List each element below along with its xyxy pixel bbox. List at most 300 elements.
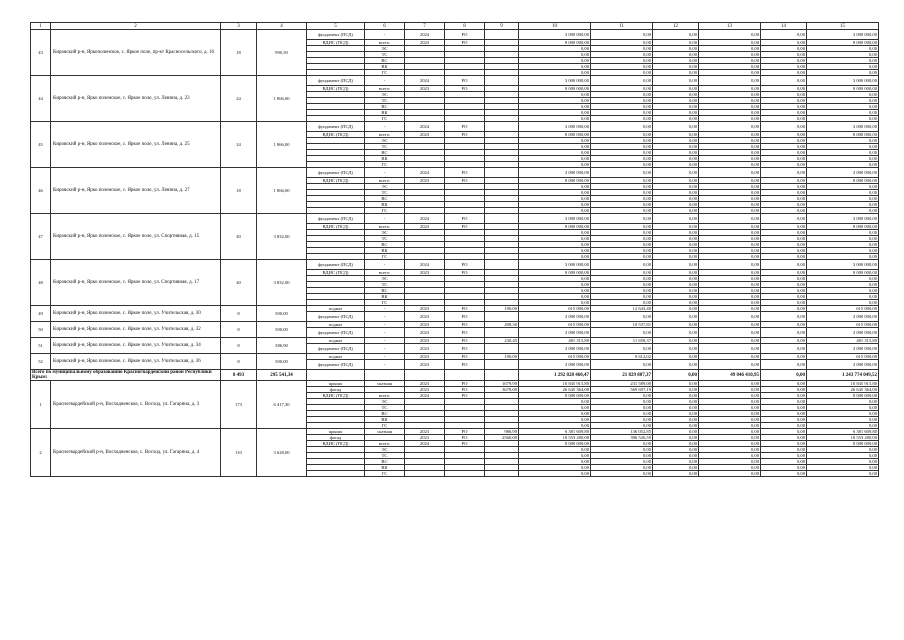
value-cell: 0,00 — [591, 138, 653, 144]
value-cell: 0,00 — [699, 178, 761, 184]
value-cell: ГС — [365, 254, 405, 260]
address-cell: Кировский р-н, Ярко поленское, с. Яркое поле, ул. Учительская, д. 32 — [51, 322, 221, 338]
value-cell: 0,00 — [699, 322, 761, 328]
value-cell: 0,00 — [699, 190, 761, 196]
value-cell: ЭС — [365, 46, 405, 52]
value-cell: скатная — [365, 381, 405, 387]
value-cell: 8 000 000,00 — [519, 224, 591, 230]
value-cell: 3 000 000,00 — [519, 30, 591, 40]
value-cell: 1679,90 — [485, 381, 519, 387]
table-row — [31, 214, 879, 224]
value-cell: ГС — [365, 208, 405, 214]
column-number-header: 7 — [405, 23, 445, 30]
value-cell — [485, 360, 519, 370]
value-cell: 0,00 — [519, 64, 591, 70]
value-cell — [485, 122, 519, 132]
value-cell: ЭС — [365, 447, 405, 453]
value-cell: 0,00 — [591, 276, 653, 282]
value-cell: 3 000 000,00 — [807, 168, 879, 178]
value-cell: 0,00 — [653, 156, 699, 162]
value-cell: - — [365, 76, 405, 86]
value-cell — [405, 471, 445, 477]
work-type-cell: фундамент (ПСД) — [307, 30, 365, 40]
value-cell: 0,00 — [761, 224, 807, 230]
value-cell: ВК — [365, 248, 405, 254]
value-cell: 0,00 — [653, 190, 699, 196]
value-cell: 0,00 — [653, 288, 699, 294]
value-cell: 2023 — [405, 381, 445, 387]
value-cell: 0,00 — [591, 86, 653, 92]
value-cell: 0,00 — [519, 208, 591, 214]
value-cell: 0,00 — [519, 405, 591, 411]
total-value-cell: 0,00 — [761, 370, 807, 381]
value-cell: 0,00 — [653, 110, 699, 116]
value-cell: 3 000 000,00 — [807, 260, 879, 270]
table-row — [31, 30, 879, 40]
value-cell: 0,00 — [807, 202, 879, 208]
value-cell: 0,00 — [653, 459, 699, 465]
value-cell: 0,00 — [807, 417, 879, 423]
address-cell: Кировский р-н, Ярко поленское, с. Яркое поле, ул. Ленина, д. 27 — [51, 168, 221, 214]
value-cell: 0,00 — [653, 393, 699, 399]
value-cell: 0,00 — [761, 196, 807, 202]
work-type-cell: фундамент (ПСД) — [307, 122, 365, 132]
value-cell: РО — [445, 435, 485, 441]
value-cell: 0,00 — [591, 399, 653, 405]
value-cell: 0,00 — [761, 328, 807, 338]
value-cell: 0,00 — [653, 104, 699, 110]
value-cell: 18 553 280,00 — [807, 435, 879, 441]
empty-cell — [485, 370, 519, 381]
value-cell: 0,00 — [699, 144, 761, 150]
value-cell: 0,00 — [699, 282, 761, 288]
row-number-cell: 2 — [31, 429, 51, 477]
value-cell: 0,00 — [761, 465, 807, 471]
value-cell: 0,00 — [699, 441, 761, 447]
value-cell: 0,00 — [653, 64, 699, 70]
value-cell: 0,00 — [519, 230, 591, 236]
value-cell: 0,00 — [699, 405, 761, 411]
value-cell: 0,00 — [591, 116, 653, 122]
value-cell: 0,00 — [653, 381, 699, 387]
value-cell: 615 000,00 — [807, 322, 879, 328]
value-cell: 0,00 — [591, 52, 653, 58]
value-cell: 0,00 — [653, 52, 699, 58]
value-cell: 0,00 — [761, 242, 807, 248]
empty-cell — [445, 370, 485, 381]
value-cell: 0,00 — [591, 214, 653, 224]
value-cell: 0,00 — [761, 168, 807, 178]
value-cell: 0,00 — [807, 248, 879, 254]
value-cell: 0,00 — [653, 168, 699, 178]
value-cell: 0,00 — [591, 92, 653, 98]
value-cell: 0,00 — [699, 184, 761, 190]
value-cell: 0,00 — [653, 354, 699, 360]
value-cell: РО — [445, 132, 485, 138]
value-cell: 0,00 — [699, 46, 761, 52]
column-number-header: 13 — [699, 23, 761, 30]
value-cell — [485, 328, 519, 338]
value-cell: 0,00 — [653, 447, 699, 453]
column-number-header: 3 — [221, 23, 257, 30]
value-cell: 0,00 — [807, 58, 879, 64]
value-cell: 8 000 000,00 — [807, 40, 879, 46]
value-cell: 0,00 — [519, 300, 591, 306]
value-cell: 3 000 000,00 — [519, 76, 591, 86]
value-cell: РО — [445, 312, 485, 322]
row-number-cell: 48 — [31, 260, 51, 306]
value-cell: 0,00 — [699, 40, 761, 46]
area-cell: 990,50 — [257, 30, 307, 76]
value-cell: РО — [445, 76, 485, 86]
value-cell: 0,00 — [699, 360, 761, 370]
value-cell: 0,00 — [591, 242, 653, 248]
value-cell: 0,00 — [591, 40, 653, 46]
value-cell: ВС — [365, 58, 405, 64]
work-type-cell: фундамент (ПСД) — [307, 168, 365, 178]
value-cell — [485, 76, 519, 86]
work-type-cell: подвал — [307, 338, 365, 344]
value-cell: 0,00 — [591, 447, 653, 453]
value-cell: 0,00 — [807, 196, 879, 202]
value-cell: 0,00 — [591, 76, 653, 86]
value-cell: 0,00 — [761, 459, 807, 465]
value-cell: 0,00 — [699, 306, 761, 312]
table-row — [31, 260, 879, 270]
address-cell: Кировский р-н, Ярко поленское, с. Яркое поле, ул. Учительская, д. 36 — [51, 354, 221, 370]
value-cell: 0,00 — [761, 282, 807, 288]
value-cell: - — [365, 122, 405, 132]
value-cell: 0,00 — [653, 429, 699, 435]
value-cell: РО — [445, 328, 485, 338]
value-cell — [485, 214, 519, 224]
value-cell: ВК — [365, 417, 405, 423]
value-cell: 481 315,80 — [807, 338, 879, 344]
value-cell: 0,00 — [699, 86, 761, 92]
value-cell: - — [365, 260, 405, 270]
value-cell: 0,00 — [519, 98, 591, 104]
value-cell: 0,00 — [653, 46, 699, 52]
value-cell: 3 000 000,00 — [807, 214, 879, 224]
value-cell: 0,00 — [807, 282, 879, 288]
value-cell: 0,00 — [591, 471, 653, 477]
value-cell: 0,00 — [699, 393, 761, 399]
value-cell: 0,00 — [653, 242, 699, 248]
value-cell: 0,00 — [761, 40, 807, 46]
value-cell: 0,00 — [807, 156, 879, 162]
value-cell: ВК — [365, 202, 405, 208]
work-type-cell: фундамент (ПСД) — [307, 76, 365, 86]
value-cell: 0,00 — [591, 459, 653, 465]
value-cell: всего: — [365, 393, 405, 399]
value-cell: 0,00 — [699, 260, 761, 270]
value-cell: 0,00 — [519, 46, 591, 52]
value-cell: - — [365, 360, 405, 370]
value-cell: 0,00 — [761, 360, 807, 370]
value-cell: 0,00 — [807, 98, 879, 104]
value-cell: 0,00 — [653, 70, 699, 76]
value-cell: ТС — [365, 453, 405, 459]
value-cell: 0,00 — [591, 423, 653, 429]
value-cell: 481 315,80 — [519, 338, 591, 344]
value-cell: РО — [445, 40, 485, 46]
value-cell: всего: — [365, 178, 405, 184]
value-cell: 0,00 — [807, 116, 879, 122]
value-cell: 0,00 — [519, 162, 591, 168]
value-cell: 0,00 — [699, 122, 761, 132]
value-cell: 0,00 — [699, 30, 761, 40]
value-cell: 0,00 — [519, 288, 591, 294]
value-cell: 615 000,00 — [807, 354, 879, 360]
value-cell: 0,00 — [699, 76, 761, 86]
value-cell: ВК — [365, 64, 405, 70]
value-cell: 0,00 — [591, 70, 653, 76]
work-type-cell — [307, 471, 365, 477]
value-cell: 0,00 — [699, 150, 761, 156]
value-cell: всего: — [365, 224, 405, 230]
header-row — [31, 23, 879, 30]
value-cell: 0,00 — [807, 162, 879, 168]
value-cell: 0,00 — [653, 122, 699, 132]
value-cell: 0,00 — [519, 104, 591, 110]
value-cell: 0,00 — [653, 76, 699, 86]
value-cell: РО — [445, 306, 485, 312]
value-cell: 0,00 — [591, 441, 653, 447]
document-sheet — [30, 22, 878, 477]
value-cell: 2023 — [405, 86, 445, 92]
value-cell: 0,00 — [653, 58, 699, 64]
value-cell: 2024 — [405, 168, 445, 178]
value-cell: 10 845 915,80 — [807, 381, 879, 387]
value-cell: 0,00 — [591, 300, 653, 306]
value-cell: 3678,00 — [485, 387, 519, 393]
value-cell: 0,00 — [519, 459, 591, 465]
value-cell: 3 000 000,00 — [807, 122, 879, 132]
work-type-cell: подвал — [307, 306, 365, 312]
value-cell: 0,00 — [653, 208, 699, 214]
value-cell: 0,00 — [699, 276, 761, 282]
value-cell: 0,00 — [591, 64, 653, 70]
total-value-cell: 49 046 410,95 — [699, 370, 761, 381]
value-cell: 2023 — [405, 224, 445, 230]
value-cell: 0,00 — [653, 184, 699, 190]
value-cell: 8 000 000,00 — [519, 270, 591, 276]
value-cell: 0,00 — [519, 156, 591, 162]
apartments-count-cell: 40 — [221, 214, 257, 260]
column-number-header: 6 — [365, 23, 405, 30]
value-cell: 0,00 — [519, 423, 591, 429]
work-type-cell: ВДИС (ПСД) — [307, 270, 365, 276]
value-cell: 0,00 — [591, 393, 653, 399]
value-cell: 0,00 — [591, 104, 653, 110]
value-cell: 6 381 609,80 — [807, 429, 879, 435]
column-number-header: 9 — [485, 23, 519, 30]
value-cell: 8 000 000,00 — [807, 224, 879, 230]
value-cell: 615 000,00 — [807, 306, 879, 312]
value-cell: 0,00 — [699, 110, 761, 116]
value-cell: 0,00 — [653, 98, 699, 104]
value-cell: 190,00 — [485, 306, 519, 312]
value-cell: 0,00 — [699, 132, 761, 138]
value-cell: 12 643,40 — [591, 306, 653, 312]
value-cell: 0,00 — [761, 471, 807, 477]
value-cell: 0,00 — [699, 242, 761, 248]
value-cell: ВС — [365, 104, 405, 110]
value-cell: 0,00 — [807, 104, 879, 110]
value-cell: 0,00 — [653, 270, 699, 276]
value-cell: 0,00 — [761, 98, 807, 104]
value-cell: 0,00 — [519, 144, 591, 150]
value-cell: 0,00 — [807, 242, 879, 248]
value-cell: 0,00 — [591, 162, 653, 168]
value-cell: 0,00 — [699, 417, 761, 423]
value-cell: 0,00 — [591, 58, 653, 64]
work-type-cell: фундамент (ПСД) — [307, 312, 365, 322]
value-cell: 0,00 — [653, 254, 699, 260]
value-cell: 0,00 — [761, 260, 807, 270]
value-cell: 3 000 000,00 — [519, 122, 591, 132]
area-cell: 500,00 — [257, 306, 307, 322]
work-type-cell: ВДИС (ПСД) — [307, 132, 365, 138]
value-cell: РО — [445, 260, 485, 270]
total-area-cell: 295 541,34 — [257, 370, 307, 381]
value-cell: 0,00 — [591, 46, 653, 52]
area-cell: 3 832,00 — [257, 260, 307, 306]
value-cell: 0,00 — [591, 156, 653, 162]
column-number-header: 10 — [519, 23, 591, 30]
value-cell: РО — [445, 344, 485, 354]
value-cell: 0,00 — [591, 294, 653, 300]
work-type-cell: ВДИС (ПСД) — [307, 441, 365, 447]
value-cell: 0,00 — [761, 294, 807, 300]
column-number-header: 12 — [653, 23, 699, 30]
value-cell: 0,00 — [699, 202, 761, 208]
value-cell: 18 553 280,00 — [519, 435, 591, 441]
value-cell: 0,00 — [653, 465, 699, 471]
value-cell: 2023 — [405, 270, 445, 276]
value-cell: 0,00 — [761, 52, 807, 58]
value-cell: 0,00 — [653, 405, 699, 411]
value-cell: 0,00 — [653, 360, 699, 370]
value-cell: 2023 — [405, 435, 445, 441]
value-cell: 0,00 — [807, 208, 879, 214]
value-cell: 0,00 — [807, 190, 879, 196]
value-cell: 11 658,37 — [591, 338, 653, 344]
value-cell: 0,00 — [519, 294, 591, 300]
value-cell: 8 000 000,00 — [807, 441, 879, 447]
value-cell: ВС — [365, 150, 405, 156]
value-cell: 0,00 — [761, 132, 807, 138]
value-cell: 0,00 — [699, 288, 761, 294]
value-cell: 986,90 — [485, 429, 519, 435]
value-cell: РО — [445, 122, 485, 132]
value-cell: 0,00 — [761, 435, 807, 441]
value-cell: РО — [445, 441, 485, 447]
work-type-cell: фундамент (ПСД) — [307, 260, 365, 270]
value-cell: 2023 — [405, 360, 445, 370]
value-cell: 0,00 — [519, 447, 591, 453]
value-cell: 2023 — [405, 429, 445, 435]
value-cell: 0,00 — [653, 196, 699, 202]
value-cell: 0,00 — [591, 230, 653, 236]
value-cell: 0,00 — [653, 150, 699, 156]
area-cell: 1 866,00 — [257, 122, 307, 168]
apartments-count-cell: 8 — [221, 322, 257, 338]
value-cell: 2023 — [405, 387, 445, 393]
value-cell: ВК — [365, 110, 405, 116]
value-cell: ГС — [365, 423, 405, 429]
value-cell: 0,00 — [761, 202, 807, 208]
value-cell: 0,00 — [699, 214, 761, 224]
value-cell: РО — [445, 168, 485, 178]
value-cell: РО — [445, 429, 485, 435]
value-cell: 3 000 000,00 — [807, 312, 879, 322]
value-cell: 0,00 — [519, 236, 591, 242]
value-cell: всего: — [365, 270, 405, 276]
value-cell: ЭС — [365, 92, 405, 98]
value-cell: 0,00 — [591, 270, 653, 276]
value-cell: 0,00 — [519, 150, 591, 156]
value-cell: 2023 — [405, 338, 445, 344]
value-cell: 0,00 — [761, 344, 807, 354]
empty-cell — [307, 370, 365, 381]
value-cell: 3 000 000,00 — [519, 312, 591, 322]
value-cell: 0,00 — [653, 276, 699, 282]
value-cell: 0,00 — [807, 300, 879, 306]
apartments-count-cell: 110 — [221, 429, 257, 477]
value-cell: ТС — [365, 98, 405, 104]
value-cell: 0,00 — [519, 138, 591, 144]
value-cell: ТС — [365, 405, 405, 411]
value-cell: 3 000 000,00 — [519, 168, 591, 178]
value-cell: 9 612,02 — [591, 354, 653, 360]
apartments-count-cell: 24 — [221, 122, 257, 168]
value-cell: 0,00 — [653, 178, 699, 184]
value-cell: 0,00 — [519, 110, 591, 116]
address-cell: Кировский р-н, Ярко поленское, с. Яркое поле, ул. Спортивная, д. 17 — [51, 260, 221, 306]
value-cell: 0,00 — [699, 162, 761, 168]
value-cell: 0,00 — [761, 322, 807, 328]
row-number-cell: 49 — [31, 306, 51, 322]
value-cell: 0,00 — [519, 52, 591, 58]
value-cell: 0,00 — [807, 411, 879, 417]
value-cell: 0,00 — [591, 328, 653, 338]
value-cell: 0,00 — [519, 282, 591, 288]
value-cell: - — [365, 168, 405, 178]
value-cell: ГС — [365, 300, 405, 306]
value-cell: ТС — [365, 236, 405, 242]
empty-cell — [405, 370, 445, 381]
value-cell: 0,00 — [519, 417, 591, 423]
value-cell: ГС — [365, 471, 405, 477]
value-cell: 0,00 — [761, 144, 807, 150]
value-cell: 0,00 — [591, 260, 653, 270]
value-cell: 0,00 — [761, 417, 807, 423]
value-cell: 0,00 — [653, 399, 699, 405]
value-cell: 3 000 000,00 — [519, 328, 591, 338]
value-cell: 0,00 — [653, 441, 699, 447]
value-cell: 0,00 — [699, 344, 761, 354]
column-number-header: 14 — [761, 23, 807, 30]
value-cell: всего: — [365, 86, 405, 92]
value-cell: 0,00 — [699, 104, 761, 110]
address-cell: Кировский р-н, Ярко поленское, с. Яркое поле, ул. Учительская, д. 30 — [51, 306, 221, 322]
value-cell: 0,00 — [699, 381, 761, 387]
value-cell: 0,00 — [519, 92, 591, 98]
value-cell: 0,00 — [653, 86, 699, 92]
value-cell: 8 000 000,00 — [807, 86, 879, 92]
value-cell: 0,00 — [591, 236, 653, 242]
